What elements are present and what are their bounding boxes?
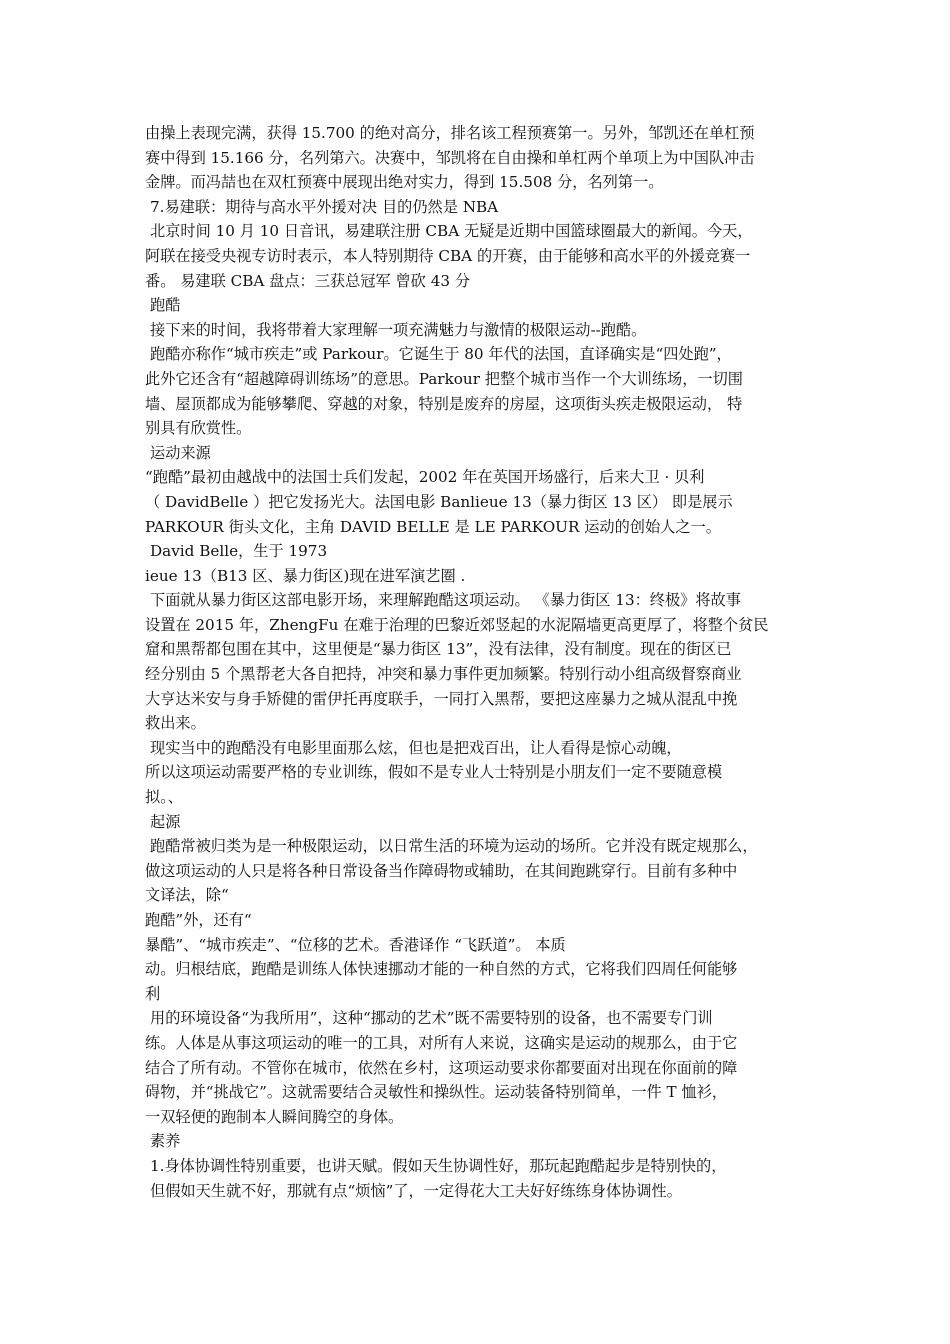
text-line: 7.易建联：期待与高水平外援对决 目的仍然是 NBA [150, 197, 499, 216]
text-line: 练。人体是从事这项运动的唯一的工具，对所有人来说，这确实是运动的规那么，由于它 [145, 1033, 738, 1052]
text-line: 墙、屋顶都成为能够攀爬、穿越的对象，特别是废弃的房屋，这项街头疾走极限运动， 特 [145, 394, 743, 413]
text-line: 北京时间 10 月 10 日音讯，易建联注册 CBA 无疑是近期中国篮球圈最大的新闻。今天， [150, 222, 753, 241]
text-line: 由操上表现完满，获得 15.700 的绝对高分，排名该工程预赛第一。另外，邹凯还在单杠预 [145, 124, 755, 142]
text-line: 所以这项运动需要严格的专业训练，假如不是专业人士特别是小朋友们一定不要随意模 [145, 763, 723, 782]
text-line: PARKOUR 街头文化，主角 DAVID BELLE 是 LE PARKOUR 运动的创始人之一。 [145, 517, 721, 536]
text-line: 用的环境设备“为我所用”，这种“挪动的艺术”既不需要特别的设备，也不需要专门训 [150, 1009, 713, 1028]
text-line: 跑酷 [150, 296, 181, 315]
text-line: 经分别由 5 个黑帮老大各自把持，冲突和暴力事件更加频繁。特别行动小组高级督察商业 [145, 665, 742, 684]
text-line: 1.身体协调性特别重要，也讲天赋。假如天生协调性好，那玩起跑酷起步是特别快的， [150, 1156, 727, 1175]
text-line: 救出来。 [145, 714, 206, 733]
text-line: 番。 易建联 CBA 盘点：三获总冠军 曾砍 43 分 [145, 271, 471, 290]
text-line: 文译法，除“ [145, 886, 229, 905]
text-line: 拟。、 [145, 788, 183, 807]
text-line: 利 [145, 984, 161, 1003]
text-line: 素养 [150, 1132, 181, 1151]
text-line: 一双轻便的跑制本人瞬间腾空的身体。 [145, 1107, 404, 1126]
text-line: 别具有欣赏性。 [145, 419, 252, 438]
text-line: 大亨达米安与身手矫健的雷伊托再度联手，一同打入黑帮，要把这座暴力之城从混乱中挽 [145, 689, 738, 708]
text-line: “跑酷”最初由越战中的法国士兵们发起，2002 年在英国开场盛行，后来大卫 · 贝利 [145, 468, 705, 487]
text-line: 起源 [150, 812, 181, 831]
text-line: 阿联在接受央视专访时表示，本人特别期待 CBA 的开赛，由于能够和高水平的外援竞赛一 [145, 246, 751, 265]
text-line: 窟和黑帮都包围在其中，这里便是“暴力街区 13”，没有法律，没有制度。现在的街区已 [145, 640, 732, 659]
text-line: 此外它还含有“超越障碍训练场”的意思。Parkour 把整个城市当作一个大训练场，一切围 [145, 369, 743, 388]
text-line: 碍物，并“挑战它”。这就需要结合灵敏性和操纵性。运动装备特别简单，一件 T 恤衫， [145, 1083, 728, 1102]
text-line: David Belle，生于 1973 [150, 542, 328, 561]
text-line: 动。归根结底，跑酷是训练人体快速挪动才能的一种自然的方式，它将我们四周任何能够 [145, 960, 738, 979]
text-line: 跑酷”外，还有“ [145, 911, 252, 929]
text-line: 赛中得到 15.166 分，名列第六。决赛中，邹凯将在自由操和单杠两个单项上为中国队冲击 [145, 148, 755, 167]
text-line: 结合了所有动。不管你在城市，依然在乡村，这项运动要求你都要面对出现在你面前的障 [145, 1058, 738, 1077]
text-line: 做这项运动的人只是将各种日常设备当作障碍物或辅助，在其间跑跳穿行。目前有多种中 [145, 861, 738, 880]
text-line: 跑酷亦称作“城市疾走”或 Parkour。它诞生于 80 年代的法国，直译确实是“四处跑”， [150, 345, 732, 364]
text-line: 下面就从暴力街区这部电影开场，来理解跑酷这项运动。 《暴力街区 13：终极》将故事 [150, 591, 741, 610]
text-line: 跑酷常被归类为是一种极限运动，以日常生活的环境为运动的场所。它并没有既定规那么， [150, 837, 758, 856]
text-line: 暴酷”、“城市疾走”、“位移的艺术。香港译作 “飞跃道”。 本质 [145, 935, 566, 954]
text-line: ieue 13（B13 区、暴力街区)现在进军演艺圈 . [145, 566, 466, 585]
text-line: 设置在 2015 年，ZhengFu 在难于治理的巴黎近郊竖起的水泥隔墙更高更厚了，将整个贫民 [145, 615, 769, 634]
text-line: 但假如天生就不好，那就有点“烦恼”了，一定得花大工夫好好练练身体协调性。 [150, 1181, 682, 1200]
text-line: 接下来的时间，我将带着大家理解一项充满魅力与激情的极限运动--跑酷。 [150, 320, 647, 339]
text-line: 金牌。而冯喆也在双杠预赛中展现出绝对实力，得到 15.508 分，名列第一。 [145, 173, 664, 192]
text-line: 现实当中的跑酷没有电影里面那么炫，但也是把戏百出，让人看得是惊心动魄， [150, 738, 682, 757]
document-body [145, 121, 810, 1203]
text-line: （ DavidBelle ）把它发扬光大。法国电影 Banlieue 13（暴力街区 13 区） 即是展示 [145, 492, 733, 511]
text-line: 运动来源 [150, 443, 211, 462]
